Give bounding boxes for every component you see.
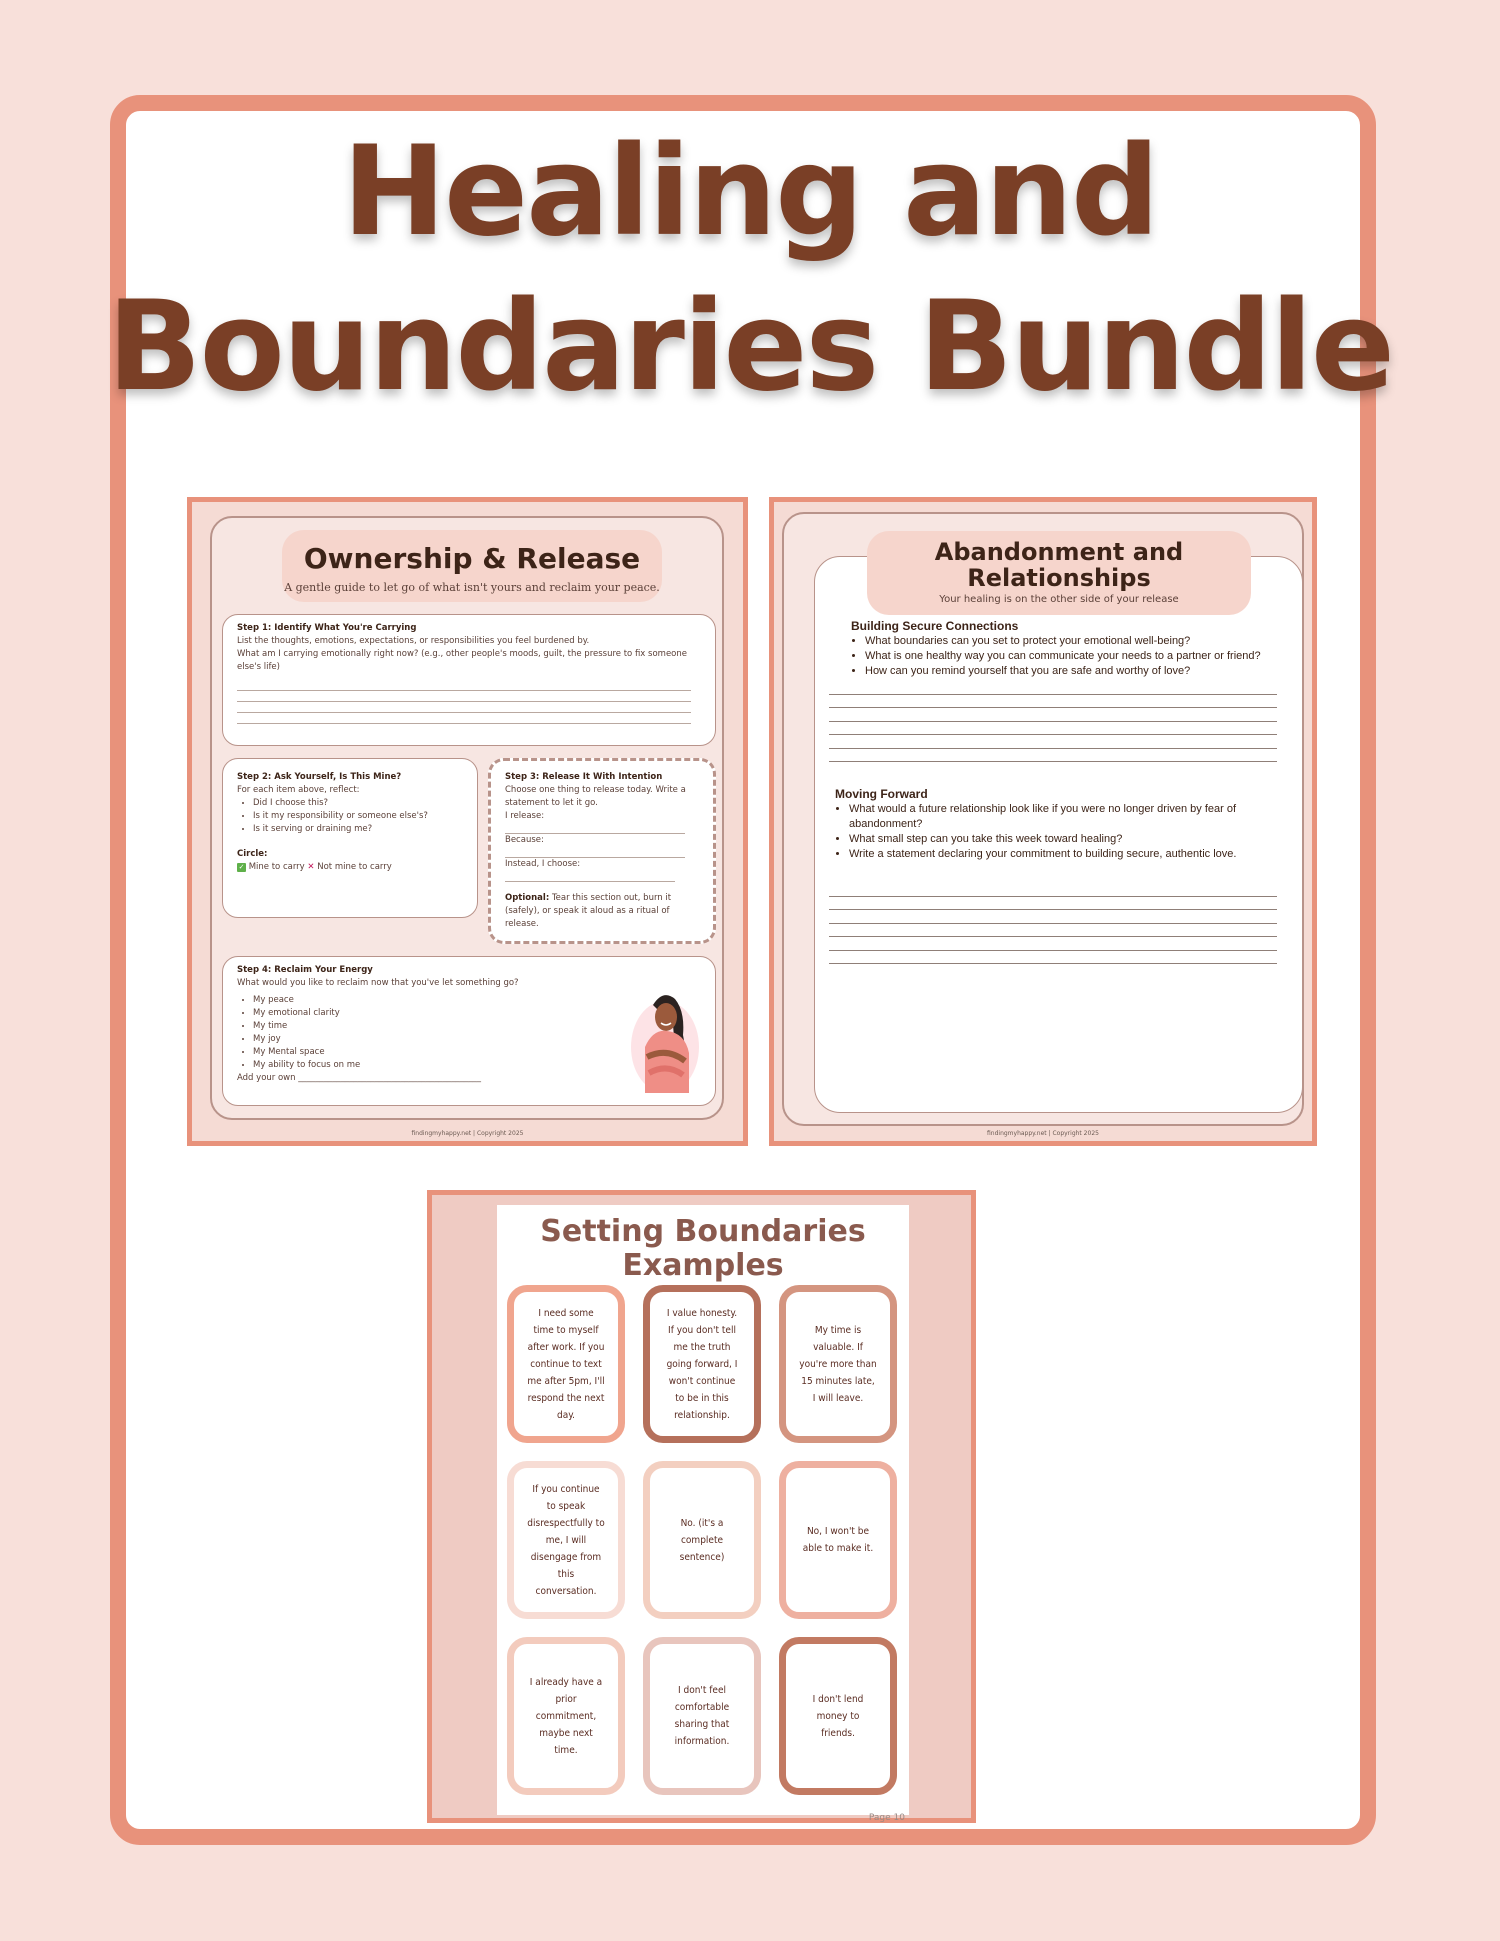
add-own-line: Add your own ___________________________________________ <box>237 1073 481 1083</box>
boundary-card-text: My time is valuable. If you're more than 15 minutes late, I will leave. <box>799 1324 877 1404</box>
optional-label: Optional: <box>505 893 550 903</box>
not-mine-option: Not mine to carry <box>317 862 392 872</box>
boundary-card-text: I need some time to myself after work. If you continue to text me after 5pm, I'll respond the next day. <box>527 1307 605 1421</box>
list-item: • Did I choose this? <box>253 797 463 810</box>
boundary-card <box>779 1461 897 1619</box>
step2-title: Step 2: Ask Yourself, Is This Mine? <box>237 772 402 782</box>
boundary-card <box>643 1285 761 1443</box>
writing-lines <box>829 681 1277 762</box>
boundary-card <box>779 1637 897 1795</box>
preview-ownership-release <box>187 497 748 1146</box>
optional-text: Tear this section out, burn it (safely), or speak it aloud as a ritual of release. <box>505 893 672 929</box>
step3-title: Step 3: Release It With Intention <box>505 772 663 782</box>
boundary-card-text: I already have a prior commitment, maybe next time. <box>529 1676 603 1756</box>
list-item: • Is it my responsibility or someone else's? <box>253 810 463 823</box>
cross-icon: ✕ <box>307 862 315 872</box>
list-item: • My ability to focus on me <box>253 1059 701 1072</box>
boundary-card <box>507 1637 625 1795</box>
step3-box <box>488 758 716 944</box>
step4-intro: What would you like to reclaim now that you've let something go? <box>237 978 519 988</box>
page-subtitle: Your healing is on the other side of your release <box>939 594 1179 605</box>
section-title: Building Secure Connections <box>851 619 1019 633</box>
list-item: • My joy <box>253 1033 701 1046</box>
boundary-card-text: I don't feel comfortable sharing that information. <box>674 1685 730 1747</box>
preview-abandonment-relationships <box>769 497 1317 1146</box>
list-item: • Is it serving or draining me? <box>253 823 463 836</box>
page-heading: Abandonment and Relationships <box>934 538 1184 592</box>
list-item: • How can you remind yourself that you are safe and worthy of love? <box>865 664 1311 679</box>
boundary-card-text: I don't lend money to friends. <box>812 1693 864 1739</box>
list-item: • What boundaries can you set to protect your emotional well-being? <box>865 634 1311 649</box>
instead-label: Instead, I choose: <box>505 859 581 869</box>
boundary-card-text: No, I won't be able to make it. <box>802 1526 874 1554</box>
boundary-card <box>507 1461 625 1619</box>
step1-text1: List the thoughts, emotions, expectations, or responsibilities you feel burdened by. <box>237 636 590 646</box>
list-item: • What small step can you take this week toward healing? <box>849 832 1265 847</box>
page-sheet <box>497 1205 909 1823</box>
step2-intro: For each item above, reflect: <box>237 785 360 795</box>
section-building-secure <box>851 619 1311 679</box>
writing-lines <box>829 883 1277 964</box>
list-item: • What is one healthy way you can communicate your needs to a partner or friend? <box>865 649 1311 664</box>
step2-list <box>237 797 463 836</box>
bundle-title: Healing and Boundaries Bundle <box>107 120 1393 419</box>
check-icon: ✓ <box>238 863 245 871</box>
because-label: Because: <box>505 835 544 845</box>
page-panel <box>210 516 724 1120</box>
boundary-card <box>779 1285 897 1443</box>
page-subtitle: A gentle guide to let go of what isn't yours and reclaim your peace. <box>284 581 660 594</box>
list-item: • My peace <box>253 994 701 1007</box>
step1-text2: What am I carrying emotionally right now? (e.g., other people's moods, guilt, the pressure to fix someone else's life) <box>237 649 687 672</box>
page-inner-panel <box>814 556 1303 1113</box>
boundary-card <box>643 1461 761 1619</box>
step1-title: Step 1: Identify What You're Carrying <box>237 623 417 633</box>
mine-option: Mine to carry <box>248 862 305 872</box>
boundary-card-text: I value honesty. If you don't tell me the truth going forward, I won't continue to be in this relationship. <box>666 1307 738 1421</box>
release-label: I release: <box>505 811 545 821</box>
list-item: • My time <box>253 1020 701 1033</box>
step3-text: Choose one thing to release today. Write a statement to let it go. <box>505 785 686 808</box>
preview-setting-boundaries <box>427 1190 976 1823</box>
list-item: • My emotional clarity <box>253 1007 701 1020</box>
boundary-card-text: If you continue to speak disrespectfully to me, I will disengage from this conversation. <box>527 1483 605 1597</box>
page-number: Page 10 <box>868 1813 905 1823</box>
circle-label: Circle: <box>237 849 268 859</box>
page-header <box>282 530 662 602</box>
boundary-card-text: No. (it's a complete sentence) <box>679 1517 725 1563</box>
self-hug-illustration-icon <box>623 987 701 1097</box>
list-item: • What would a future relationship look like if you were no longer driven by fear of abandonment? <box>849 802 1265 832</box>
page-footer: findingmyhappy.net | Copyright 2025 <box>987 1130 1099 1137</box>
step4-title: Step 4: Reclaim Your Energy <box>237 965 373 975</box>
step2-box <box>222 758 478 918</box>
list-item: • My Mental space <box>253 1046 701 1059</box>
section-moving-forward <box>835 787 1265 862</box>
section-title: Moving Forward <box>835 787 928 801</box>
step1-box <box>222 614 716 746</box>
writing-lines <box>237 680 701 724</box>
page-header <box>867 531 1251 615</box>
boundary-card <box>643 1637 761 1795</box>
page-heading: Setting Boundaries Examples <box>540 1214 866 1283</box>
page-footer: findingmyhappy.net | Copyright 2025 <box>411 1130 524 1137</box>
boundary-card <box>507 1285 625 1443</box>
step4-box <box>222 956 716 1106</box>
page-heading: Ownership & Release <box>303 542 641 575</box>
page-panel <box>782 512 1304 1126</box>
list-item: • Write a statement declaring your commitment to building secure, authentic love. <box>849 847 1265 862</box>
